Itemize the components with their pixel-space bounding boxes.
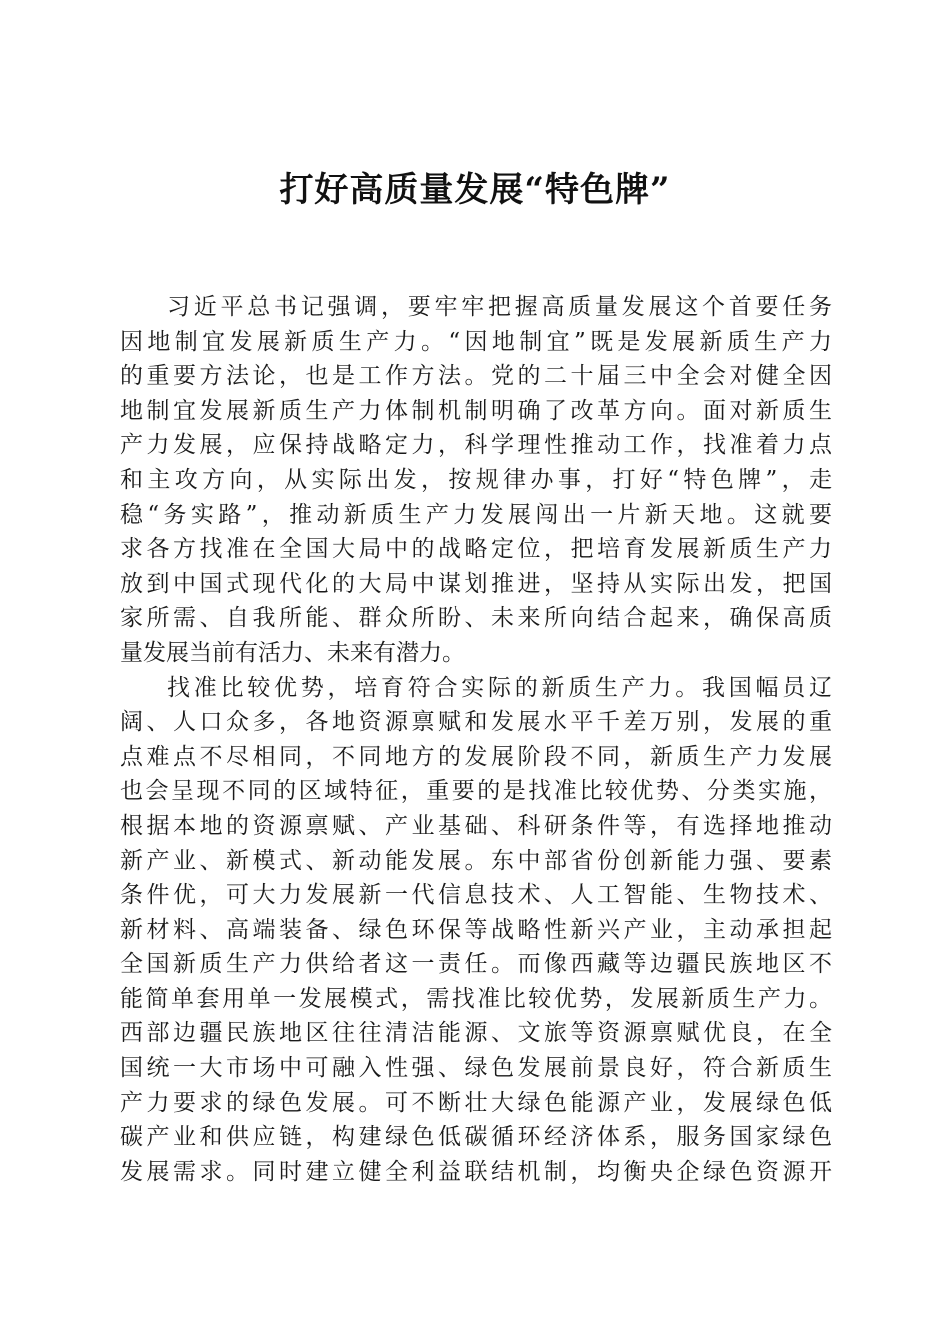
text-line: 因地制宜发展新质生产力。“因地制宜”既是发展新质生产力 bbox=[120, 328, 832, 355]
text-line: 的重要方法论，也是工作方法。党的二十届三中全会对健全因 bbox=[120, 363, 832, 390]
text-line: 新材料、高端装备、绿色环保等战略性新兴产业，主动承担起 bbox=[120, 916, 832, 943]
text-line: 家所需、自我所能、群众所盼、未来所向结合起来，确保高质 bbox=[120, 605, 832, 632]
text-line: 放到中国式现代化的大局中谋划推进，坚持从实际出发，把国 bbox=[120, 570, 832, 597]
text-line: 产力发展，应保持战略定力，科学理性推动工作，找准着力点 bbox=[120, 432, 832, 459]
text-line: 全国新质生产力供给者这一责任。而像西藏等边疆民族地区不 bbox=[120, 951, 832, 978]
paragraph-2 bbox=[120, 671, 832, 1190]
text-line: 能简单套用单一发展模式，需找准比较优势，发展新质生产力。 bbox=[120, 985, 832, 1012]
text-line: 碳产业和供应链，构建绿色低碳循环经济体系，服务国家绿色 bbox=[120, 1124, 832, 1151]
text-line: 求各方找准在全国大局中的战略定位，把培育发展新质生产力 bbox=[120, 536, 832, 563]
document-body bbox=[120, 290, 832, 1189]
paragraph-1 bbox=[120, 290, 832, 671]
text-line: 产力要求的绿色发展。可不断壮大绿色能源产业，发展绿色低 bbox=[120, 1089, 832, 1116]
text-line: 量发展当前有活力、未来有潜力。 bbox=[120, 639, 465, 666]
text-line: 条件优，可大力发展新一代信息技术、人工智能、生物技术、 bbox=[120, 882, 832, 909]
document-title: 打好高质量发展“特色牌” bbox=[279, 170, 671, 210]
text-line: 新产业、新模式、新动能发展。东中部省份创新能力强、要素 bbox=[120, 847, 832, 874]
text-line: 西部边疆民族地区往往清洁能源、文旅等资源禀赋优良，在全 bbox=[120, 1020, 832, 1047]
text-line: 阔、人口众多，各地资源禀赋和发展水平千差万别，发展的重 bbox=[120, 709, 832, 736]
text-line: 地制宜发展新质生产力体制机制明确了改革方向。面对新质生 bbox=[120, 397, 832, 424]
text-line: 稳“务实路”，推动新质生产力发展闯出一片新天地。这就要 bbox=[120, 501, 832, 528]
text-line: 发展需求。同时建立健全利益联结机制，均衡央企绿色资源开 bbox=[120, 1158, 832, 1185]
text-line: 找准比较优势，培育符合实际的新质生产力。我国幅员辽 bbox=[167, 674, 832, 701]
text-line: 根据本地的资源禀赋、产业基础、科研条件等，有选择地推动 bbox=[120, 812, 832, 839]
text-line: 和主攻方向，从实际出发，按规律办事，打好“特色牌”，走 bbox=[120, 466, 832, 493]
text-line: 点难点不尽相同，不同地方的发展阶段不同，新质生产力发展 bbox=[120, 743, 832, 770]
text-line: 国统一大市场中可融入性强、绿色发展前景良好，符合新质生 bbox=[120, 1055, 832, 1082]
text-line: 习近平总书记强调，要牢牢把握高质量发展这个首要任务 bbox=[167, 294, 832, 320]
text-line: 也会呈现不同的区域特征，重要的是找准比较优势、分类实施， bbox=[120, 778, 832, 805]
